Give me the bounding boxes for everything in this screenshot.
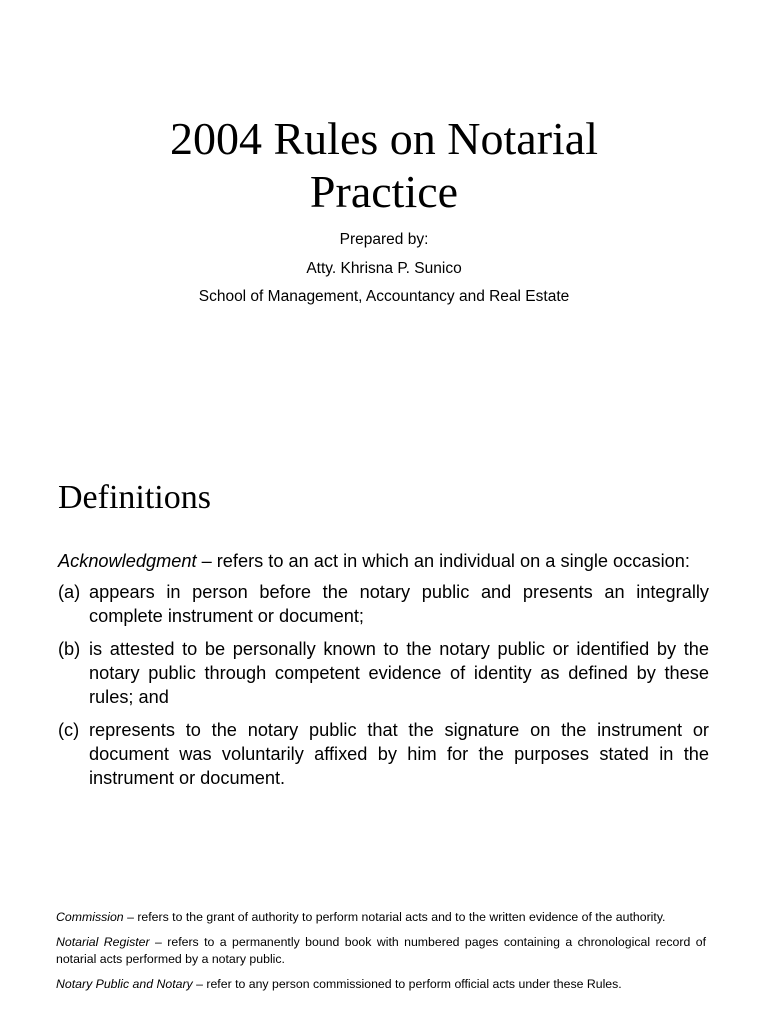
item-text: appears in person before the notary public and presents an integrally complete instrument or document; [89, 582, 709, 626]
title-line-2: Practice [309, 166, 459, 217]
acknowledgment-definition [58, 549, 709, 799]
glossary-definition: – refers to a permanently bound book with numbered pages containing a chronological record of notarial acts performed by a notary public. [56, 935, 706, 966]
document-title [84, 112, 684, 218]
list-item [58, 580, 709, 628]
glossary-definition: – refer to any person commissioned to perform official acts under these Rules. [192, 977, 622, 991]
glossary-entry [56, 976, 706, 993]
school-name: School of Management, Accountancy and Real Estate [198, 288, 570, 305]
item-marker: (c) [58, 720, 80, 740]
acknowledgment-items [58, 580, 709, 790]
item-marker: (b) [58, 639, 81, 659]
definitions-heading: Definitions [58, 479, 211, 516]
glossary-entry [56, 934, 706, 968]
title-line-1: 2004 Rules on Notarial [170, 113, 598, 164]
acknowledgment-term: Acknowledgment [58, 551, 197, 571]
list-item [58, 637, 709, 709]
glossary [56, 909, 706, 1001]
acknowledgment-intro [58, 549, 709, 573]
item-text: represents to the notary public that the signature on the instrument or document was voluntarily affixed by him for the purposes stated in the instrument or document. [89, 720, 709, 788]
item-text: is attested to be personally known to the notary public or identified by the notary public through competent evidence of identity as defined by these rules; and [89, 639, 709, 707]
item-marker: (a) [58, 582, 81, 602]
acknowledgment-intro-text: – refers to an act in which an individual on a single occasion: [196, 551, 690, 571]
prepared-by-label: Prepared by: [339, 231, 429, 248]
glossary-definition: – refers to the grant of authority to perform notarial acts and to the written evidence of the authority. [123, 910, 666, 924]
list-item [58, 718, 709, 790]
glossary-entry [56, 909, 706, 926]
glossary-term: Notarial Register [56, 935, 150, 949]
title-slide [0, 0, 768, 330]
glossary-term: Notary Public and Notary [56, 977, 193, 991]
glossary-term: Commission [56, 910, 124, 924]
author-name: Atty. Khrisna P. Sunico [306, 260, 462, 277]
